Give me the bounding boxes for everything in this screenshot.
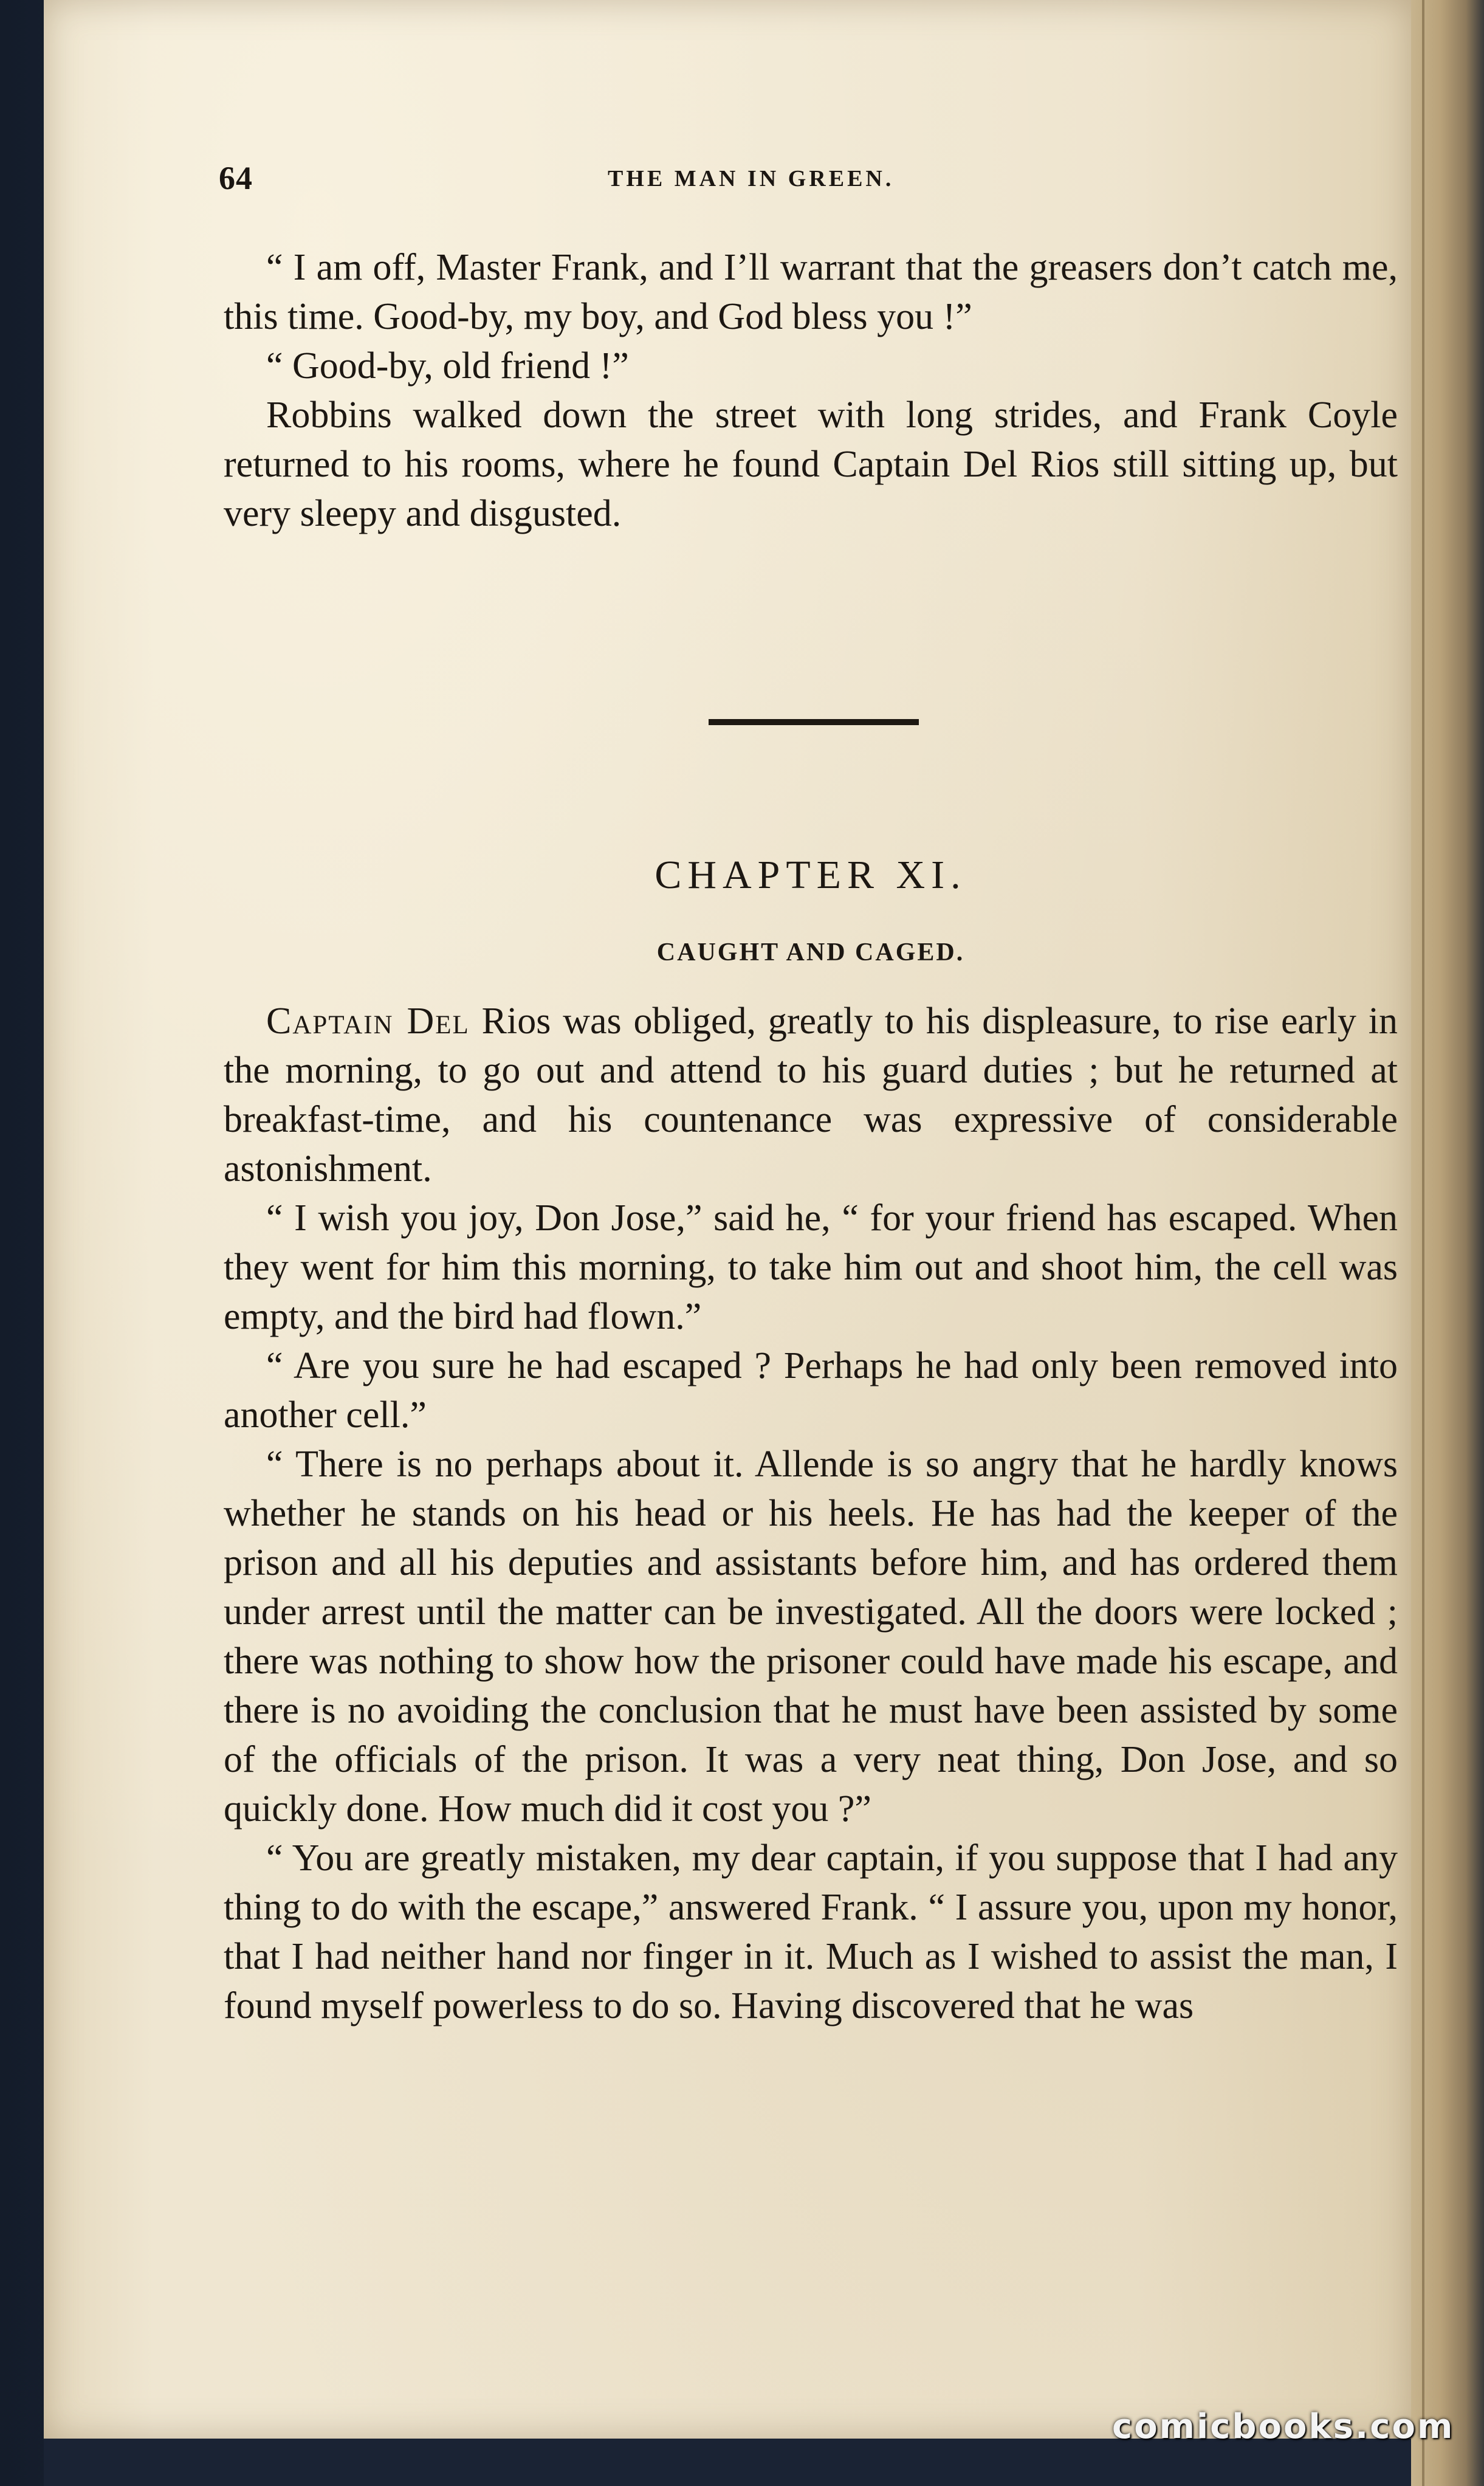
opening-smallcaps: Captain Del bbox=[266, 1000, 470, 1042]
top-text-block bbox=[224, 243, 1398, 539]
opening-text: Rios was obliged, greatly to his displeasure, to rise early in the morning, to go out and attend to his guard duties ; but he returned at breakfast-time, and his countenance was expressive of considerable astonishment. bbox=[224, 1000, 1398, 1190]
paragraph: “ I wish you joy, Don Jose,” said he, “ for your friend has escaped. When they went for him this morning, to take him out and shoot him, the cell was empty, and the bird had flown.” bbox=[224, 1197, 1398, 1337]
chapter-text-block bbox=[224, 997, 1398, 2031]
watermark: comicbooks.com bbox=[1112, 2407, 1455, 2446]
section-divider bbox=[709, 719, 919, 725]
chapter-title: CHAPTER XI. bbox=[654, 853, 967, 897]
paragraph: Robbins walked down the street with long strides, and Frank Coyle returned to his rooms, where he found Captain Del Rios still sitting up, but very sleepy and disgusted. bbox=[224, 394, 1398, 534]
paragraph: “ You are greatly mistaken, my dear captain, if you suppose that I had any thing to do with the escape,” answered Frank. “ I assure you, upon my honor, that I had neither hand nor finger in it. Much as I wished to assist the man, I found myself powerless to do so. Having discovered that he was bbox=[224, 1837, 1398, 2026]
paragraph: “ There is no perhaps about it. Allende is so angry that he hardly knows whether he stands on his head or his heels. He has had the keeper of the prison and all his deputies and assistants before him, and has ordered them under arrest until the matter can be investigated. All the doors were locked ; there was nothing to show how the prisoner could have made his escape, and there is no avoiding the conclusion that he must have been assisted by some of the officials of the prison. It was a very neat thing, Don Jose, and so quickly done. How much did it cost you ?” bbox=[224, 1444, 1398, 1830]
paragraph: “ Are you sure he had escaped ? Perhaps he had only been removed into another cell.” bbox=[224, 1345, 1398, 1436]
opening-paragraph bbox=[224, 997, 1398, 1194]
page-number: 64 bbox=[219, 160, 253, 196]
chapter-subtitle: CAUGHT AND CAGED. bbox=[656, 938, 965, 966]
paragraph: “ Good-by, old friend !” bbox=[266, 345, 629, 387]
paragraph: “ I am off, Master Frank, and I’ll warrant that the greasers don’t catch me, this time. Good-by, my boy, and God bless you !” bbox=[224, 247, 1398, 337]
running-title: THE MAN IN GREEN. bbox=[608, 166, 895, 191]
running-head bbox=[182, 159, 1398, 202]
page-edge bbox=[1411, 0, 1484, 2486]
